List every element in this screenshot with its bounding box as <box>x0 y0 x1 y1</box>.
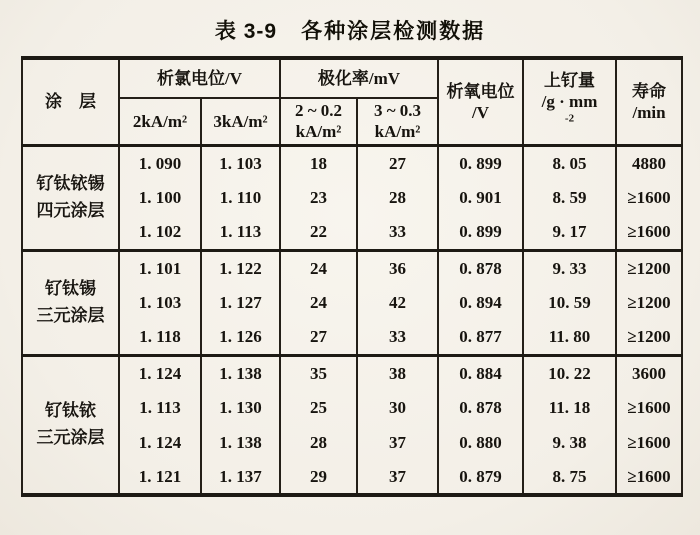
data-cell: 0. 879 <box>438 460 523 495</box>
data-cell: 35 <box>280 355 357 390</box>
data-cell: 9. 33 <box>523 250 616 285</box>
col-header-oxygen-potential <box>438 58 523 145</box>
table-title-text: 各种涂层检测数据 <box>301 20 486 43</box>
data-cell: 8. 75 <box>523 460 616 495</box>
data-cell: 1. 122 <box>201 250 280 285</box>
range3-line2: kA/m² <box>374 122 421 142</box>
data-cell: 0. 878 <box>438 250 523 285</box>
group-label-line2: 三元涂层 <box>36 305 105 325</box>
data-cell: 1. 101 <box>119 250 201 285</box>
subcol-header-3ka: 3kA/m² <box>201 98 280 145</box>
data-cell: 0. 894 <box>438 285 523 320</box>
data-cell: ≥1600 <box>616 390 682 425</box>
table-row <box>22 285 682 320</box>
data-cell: ≥1200 <box>616 285 682 320</box>
data-cell: 30 <box>357 390 438 425</box>
data-cell: 0. 899 <box>438 215 523 250</box>
data-cell: 1. 118 <box>119 320 201 355</box>
lifetime-header-line2: /min <box>632 102 666 122</box>
data-cell: 8. 59 <box>523 180 616 215</box>
data-cell: 0. 878 <box>438 390 523 425</box>
loading-header-line2 <box>524 91 615 134</box>
range2-line2: kA/m² <box>295 122 342 142</box>
data-cell: ≥1600 <box>616 215 682 250</box>
data-cell: 0. 880 <box>438 425 523 460</box>
group-label-line1: 钌钛锡 <box>45 279 96 299</box>
data-cell: ≥1200 <box>616 250 682 285</box>
data-cell: 0. 899 <box>438 145 523 180</box>
data-cell: 4880 <box>616 145 682 180</box>
loading-unit-base: /g · mm <box>541 92 598 112</box>
col-header-chlorine-potential: 析氯电位/V <box>119 58 280 98</box>
data-cell: 3600 <box>616 355 682 390</box>
subcol-header-range-2 <box>280 98 357 145</box>
subcol-header-range-3 <box>357 98 438 145</box>
data-cell: 1. 103 <box>201 145 280 180</box>
data-cell: 29 <box>280 460 357 495</box>
lifetime-header-line1: 寿命 <box>632 81 667 101</box>
data-cell: 10. 22 <box>523 355 616 390</box>
data-cell: 0. 884 <box>438 355 523 390</box>
data-cell: 28 <box>357 180 438 215</box>
data-cell: 0. 901 <box>438 180 523 215</box>
data-cell: 1. 124 <box>119 425 201 460</box>
table-number: 表 3-9 <box>214 20 278 43</box>
data-cell: 36 <box>357 250 438 285</box>
data-cell: 38 <box>357 355 438 390</box>
table-row <box>22 460 682 495</box>
data-cell: 42 <box>357 285 438 320</box>
col-header-coating: 涂 层 <box>22 58 119 145</box>
data-cell: 27 <box>280 320 357 355</box>
range2-line1: 2 ~ 0.2 <box>294 101 343 120</box>
table-row <box>22 425 682 460</box>
table-row <box>22 320 682 355</box>
group-label-line1: 钌钛铱锡 <box>36 174 105 194</box>
data-cell: 9. 17 <box>523 215 616 250</box>
data-cell: 9. 38 <box>523 425 616 460</box>
row-group-label-ternary-tin <box>22 250 119 355</box>
col-header-ruthenium-loading <box>523 58 616 145</box>
data-cell: 33 <box>357 320 438 355</box>
table-row <box>22 180 682 215</box>
data-cell: 1. 102 <box>119 215 201 250</box>
data-cell: 37 <box>357 425 438 460</box>
data-cell: 1. 110 <box>201 180 280 215</box>
data-cell: 1. 113 <box>119 390 201 425</box>
data-cell: 1. 100 <box>119 180 201 215</box>
table-row <box>22 250 682 285</box>
data-cell: 1. 130 <box>201 390 280 425</box>
loading-header-line1: 上钌量 <box>544 70 596 90</box>
group-label-line2: 四元涂层 <box>36 200 105 220</box>
data-cell: 24 <box>280 250 357 285</box>
col-header-polarization-rate: 极化率/mV <box>280 58 438 98</box>
data-cell: 1. 126 <box>201 320 280 355</box>
row-group-label-quaternary <box>22 145 119 250</box>
row-group-label-ternary-iridium <box>22 355 119 495</box>
data-cell: 22 <box>280 215 357 250</box>
data-cell: 1. 124 <box>119 355 201 390</box>
data-cell: 27 <box>357 145 438 180</box>
coatings-table <box>21 56 683 497</box>
data-cell: 8. 05 <box>523 145 616 180</box>
group-label-line1: 钌钛铱 <box>45 401 96 421</box>
data-cell: 23 <box>280 180 357 215</box>
data-cell: ≥1600 <box>616 180 682 215</box>
table-row <box>22 355 682 390</box>
table-row <box>22 390 682 425</box>
data-cell: 1. 121 <box>119 460 201 495</box>
data-cell: ≥1600 <box>616 460 682 495</box>
data-cell: 25 <box>280 390 357 425</box>
data-cell: 37 <box>357 460 438 495</box>
data-cell: 1. 137 <box>201 460 280 495</box>
data-cell: 11. 80 <box>523 320 616 355</box>
table-row <box>22 145 682 180</box>
data-cell: 1. 138 <box>201 355 280 390</box>
data-cell: 11. 18 <box>523 390 616 425</box>
col-header-lifetime <box>616 58 682 145</box>
table-row <box>22 215 682 250</box>
data-cell: 1. 127 <box>201 285 280 320</box>
data-cell: ≥1200 <box>616 320 682 355</box>
data-cell: 1. 138 <box>201 425 280 460</box>
data-cell: 33 <box>357 215 438 250</box>
header-row-groups <box>22 58 682 98</box>
data-cell: 28 <box>280 425 357 460</box>
data-cell: 1. 113 <box>201 215 280 250</box>
data-cell: ≥1600 <box>616 425 682 460</box>
group-label-line2: 三元涂层 <box>36 427 105 447</box>
oxygen-header-line1: 析氧电位 <box>446 81 515 101</box>
page-title <box>0 15 700 45</box>
data-cell: 24 <box>280 285 357 320</box>
data-cell: 0. 877 <box>438 320 523 355</box>
data-cell: 1. 103 <box>119 285 201 320</box>
oxygen-header-line2: /V <box>472 102 490 122</box>
data-cell: 1. 090 <box>119 145 201 180</box>
subcol-header-2ka: 2kA/m² <box>119 98 201 145</box>
range3-line1: 3 ~ 0.3 <box>373 101 422 120</box>
data-cell: 10. 59 <box>523 285 616 320</box>
data-cell: 18 <box>280 145 357 180</box>
loading-unit-exponent: -2 <box>564 112 575 125</box>
